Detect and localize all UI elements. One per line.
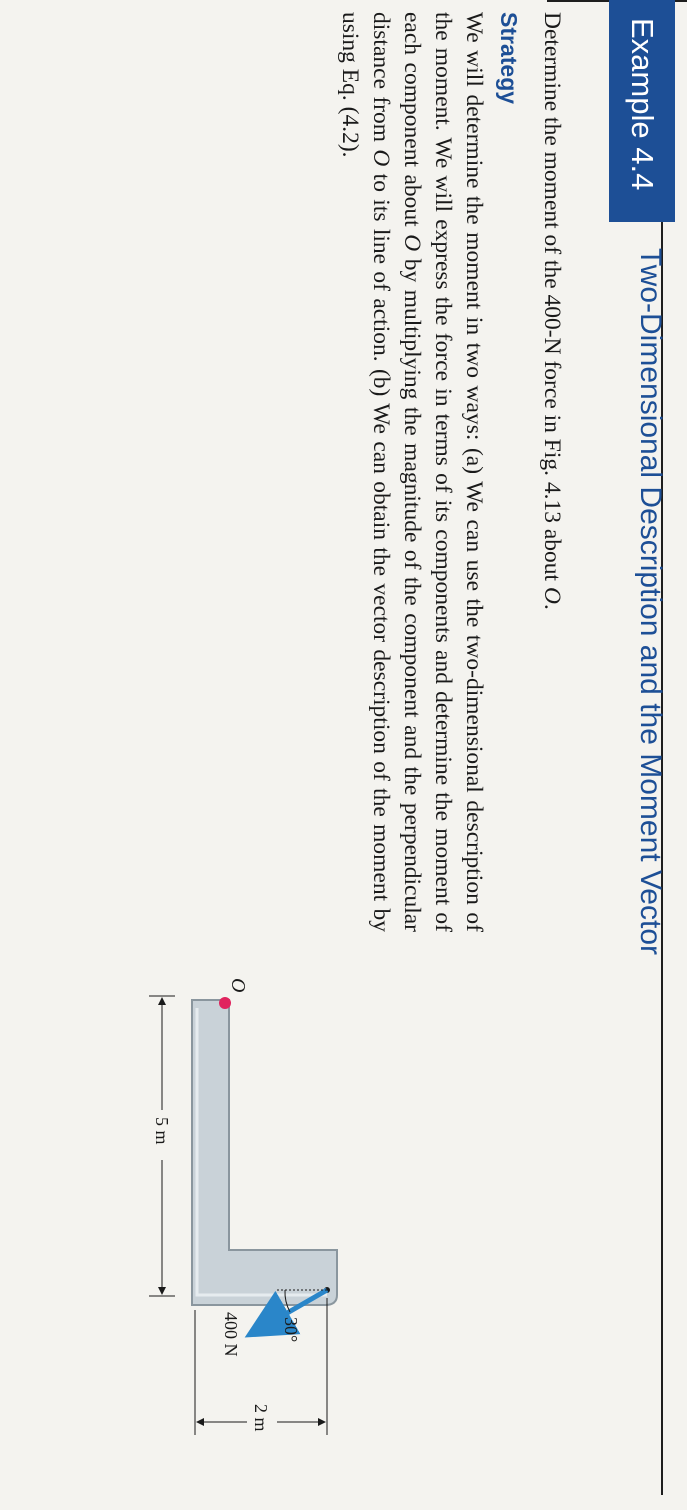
strategy-heading: Strategy bbox=[496, 12, 522, 105]
strategy-text-3: to its line of action. (b) We can obtain the vector description of the moment by using Eq. (4.2). bbox=[337, 12, 394, 932]
strategy-point-1: O bbox=[399, 234, 425, 252]
example-body bbox=[334, 12, 567, 932]
point-o-marker bbox=[219, 997, 231, 1009]
figure-4-13 bbox=[27, 960, 347, 1460]
l-shaped-bar bbox=[192, 1000, 337, 1305]
dim-2m-label: 2 m bbox=[251, 1404, 271, 1432]
problem-point: O bbox=[539, 586, 565, 604]
strategy-text-1: We will determine the moment in two ways: (a) We can use the two-dimensional description of the moment. We will express the force in terms of its components and determine the moment of each component about bbox=[399, 12, 487, 932]
dim-5m-label: 5 m bbox=[152, 1117, 172, 1145]
angle-label: 30° bbox=[281, 1317, 301, 1343]
problem-end: . bbox=[539, 603, 565, 610]
example-badge: Example 4.4 bbox=[609, 0, 675, 222]
force-label: 400 N bbox=[221, 1312, 241, 1357]
problem-statement bbox=[536, 12, 567, 932]
strategy-text-2: by multiplying the magnitude of the component and the perpendicular distance from bbox=[368, 12, 425, 933]
problem-text: Determine the moment of the 400-N force in Fig. 4.13 about bbox=[539, 12, 565, 587]
example-title: Two-Dimensional Description and the Moment Vector bbox=[634, 248, 667, 955]
point-o-label: O bbox=[227, 978, 249, 993]
strategy-paragraph bbox=[334, 12, 489, 932]
strategy-point-2: O bbox=[368, 149, 394, 167]
